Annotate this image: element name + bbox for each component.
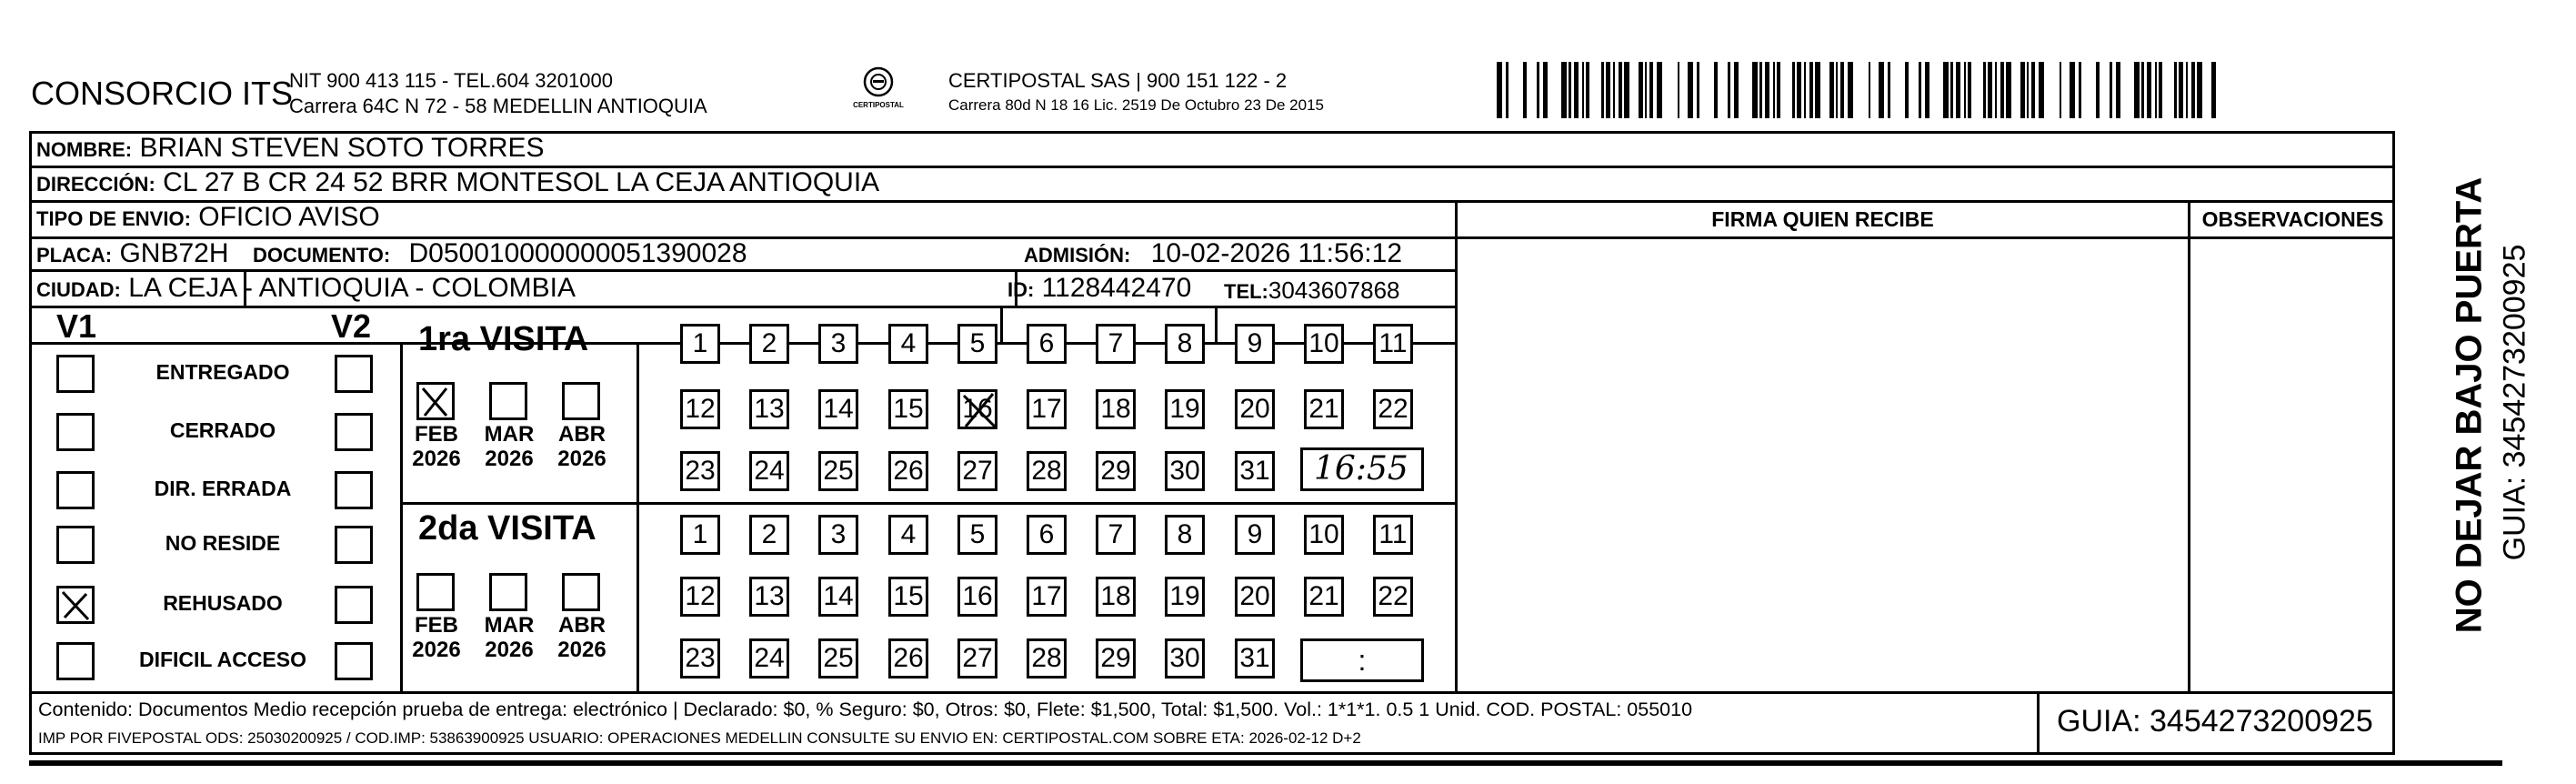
- day-box[interactable]: 26: [888, 451, 928, 491]
- side-guia: GUIA: 3454273200925: [2497, 244, 2532, 561]
- admision-value: 10-02-2026 11:56:12: [1150, 238, 1403, 268]
- status-v2-checkbox[interactable]: [335, 642, 373, 680]
- day-box[interactable]: 21: [1304, 389, 1344, 429]
- month-year: 2026: [557, 638, 606, 662]
- carrier-license: Carrera 80d N 18 16 Lic. 2519 De Octubro 23 De 2015: [948, 96, 1324, 114]
- status-v2-checkbox[interactable]: [335, 586, 373, 624]
- tel-cell: [1224, 275, 1400, 306]
- day-box[interactable]: 17: [1027, 389, 1067, 429]
- nombre-value: BRIAN STEVEN SOTO TORRES: [139, 133, 545, 163]
- month-name: FEB: [415, 422, 458, 447]
- month-label: [400, 422, 473, 471]
- divider: [1000, 306, 1003, 342]
- divider: [29, 691, 2395, 694]
- day-box[interactable]: 22: [1373, 389, 1413, 429]
- status-v2-checkbox[interactable]: [335, 526, 373, 564]
- day-box[interactable]: 18: [1096, 389, 1136, 429]
- status-v1-checkbox[interactable]: [56, 586, 95, 624]
- direccion-value: CL 27 B CR 24 52 BRR MONTESOL LA CEJA ANTIOQUIA: [163, 167, 880, 197]
- day-box[interactable]: 5: [957, 515, 997, 555]
- day-box[interactable]: 24: [749, 638, 789, 678]
- month-checkbox[interactable]: [489, 382, 527, 420]
- month-year: 2026: [485, 638, 534, 662]
- id-value: 1128442470: [1041, 273, 1192, 303]
- day-box[interactable]: 25: [818, 451, 858, 491]
- day-box[interactable]: 8: [1165, 324, 1205, 364]
- company-name: CONSORCIO ITS: [31, 75, 294, 112]
- side-text: [2410, 146, 2576, 664]
- month-year: 2026: [557, 447, 606, 471]
- imp-text: IMP POR FIVEPOSTAL ODS: 25030200925 / COD.IMP: 53863900925 USUARIO: OPERACIONES MEDELLIN CONSULTE SU ENVIO EN: CERTIPOSTAL.COM SOBRE ETA: 2026-02-12 D+2: [38, 729, 1361, 747]
- tipo-envio-label: TIPO DE ENVIO:: [36, 207, 191, 230]
- day-box[interactable]: 6: [1027, 324, 1067, 364]
- day-box[interactable]: 3: [818, 324, 858, 364]
- divider: [1215, 306, 1218, 342]
- day-box[interactable]: 23: [680, 451, 720, 491]
- day-box[interactable]: 2: [749, 324, 789, 364]
- tel-value: 3043607868: [1268, 276, 1400, 304]
- day-box[interactable]: 16: [957, 577, 997, 617]
- month-checkbox[interactable]: [562, 573, 600, 611]
- month-name: MAR: [484, 613, 535, 638]
- day-box[interactable]: 25: [818, 638, 858, 678]
- month-checkbox[interactable]: [416, 573, 455, 611]
- documento-value: D050010000000051390028: [408, 238, 747, 268]
- ciudad-value: LA CEJA - ANTIOQUIA - COLOMBIA: [128, 273, 576, 303]
- day-box[interactable]: 31: [1235, 638, 1275, 678]
- observaciones-header: OBSERVACIONES: [2201, 207, 2384, 231]
- divider: [2037, 691, 2040, 755]
- month-name: ABR: [558, 613, 606, 638]
- month-label: [546, 422, 618, 471]
- day-box[interactable]: 19: [1165, 389, 1205, 429]
- month-checkbox[interactable]: [416, 382, 455, 420]
- divider: [29, 200, 2395, 203]
- divider: [1455, 200, 1458, 691]
- month-label: [473, 613, 546, 662]
- day-box[interactable]: 15: [888, 577, 928, 617]
- month-name: ABR: [558, 422, 606, 447]
- day-box[interactable]: 15: [888, 389, 928, 429]
- day-box[interactable]: 3: [818, 515, 858, 555]
- day-box[interactable]: 18: [1096, 577, 1136, 617]
- id-cell: [1007, 273, 1191, 304]
- carrier-name: CERTIPOSTAL SAS | 900 151 122 - 2: [948, 69, 1288, 92]
- month-label: [546, 613, 618, 662]
- day-box[interactable]: 10: [1304, 324, 1344, 364]
- company-address: Carrera 64C N 72 - 58 MEDELLIN ANTIOQUIA: [289, 95, 707, 117]
- day-box[interactable]: 5: [957, 324, 997, 364]
- day-box[interactable]: 7: [1096, 515, 1136, 555]
- month-label: [400, 613, 473, 662]
- admision-cell: [1024, 238, 1402, 269]
- status-v2-checkbox[interactable]: [335, 355, 373, 393]
- day-box[interactable]: 11: [1373, 324, 1413, 364]
- placa-value: GNB72H: [119, 238, 229, 268]
- company-nit: NIT 900 413 115 - TEL.604 3201000: [289, 69, 613, 92]
- footer-guia: GUIA: 3454273200925: [2057, 704, 2373, 739]
- documento-cell: [253, 238, 747, 269]
- admision-label: ADMISIÓN:: [1024, 244, 1131, 266]
- day-box[interactable]: 13: [749, 389, 789, 429]
- tel-label: TEL:: [1224, 280, 1268, 303]
- day-box[interactable]: 28: [1027, 638, 1067, 678]
- placa-cell: [36, 238, 229, 269]
- day-box[interactable]: 9: [1235, 324, 1275, 364]
- day-box[interactable]: 12: [680, 389, 720, 429]
- divider: [29, 306, 1457, 308]
- month-name: MAR: [484, 422, 535, 447]
- id-label: ID:: [1007, 278, 1035, 301]
- nombre-row: [36, 133, 545, 164]
- day-box[interactable]: 2: [749, 515, 789, 555]
- day-box[interactable]: 28: [1027, 451, 1067, 491]
- divider: [636, 342, 639, 691]
- day-box[interactable]: 23: [680, 638, 720, 678]
- day-box[interactable]: 11: [1373, 515, 1413, 555]
- day-box[interactable]: 4: [888, 515, 928, 555]
- tipo-envio-row: [36, 202, 380, 233]
- visit1-time: 16:55: [1314, 450, 1408, 487]
- status-v1-checkbox[interactable]: [56, 526, 95, 564]
- day-box[interactable]: 27: [957, 451, 997, 491]
- status-v2-checkbox[interactable]: [335, 413, 373, 451]
- status-v2-checkbox[interactable]: [335, 471, 373, 509]
- day-box[interactable]: 26: [888, 638, 928, 678]
- certipostal-logo: [853, 64, 904, 115]
- visit1-title: 1ra VISITA: [418, 320, 589, 358]
- day-box[interactable]: 12: [680, 577, 720, 617]
- day-box[interactable]: 21: [1304, 577, 1344, 617]
- v1-header: V1: [56, 307, 97, 345]
- status-label: ENTREGADO: [155, 360, 290, 384]
- direccion-label: DIRECCIÓN:: [36, 173, 155, 196]
- day-box[interactable]: 30: [1165, 451, 1205, 491]
- day-box[interactable]: 31: [1235, 451, 1275, 491]
- status-label: NO RESIDE: [165, 531, 281, 555]
- day-box[interactable]: 4: [888, 324, 928, 364]
- svg-text:CERTIPOSTAL: CERTIPOSTAL: [853, 101, 904, 109]
- day-box[interactable]: 20: [1235, 577, 1275, 617]
- direccion-row: [36, 167, 879, 198]
- day-box[interactable]: 1: [680, 515, 720, 555]
- visit1-time-box[interactable]: [1300, 447, 1424, 491]
- day-box[interactable]: 29: [1096, 638, 1136, 678]
- visit2-title: 2da VISITA: [418, 509, 596, 548]
- status-label: DIFICIL ACCESO: [138, 648, 306, 671]
- day-box[interactable]: 7: [1096, 324, 1136, 364]
- placa-label: PLACA:: [36, 244, 113, 266]
- no-dejar-warning: NO DEJAR BAJO PUERTA: [2449, 176, 2490, 634]
- divider: [400, 502, 1457, 505]
- month-year: 2026: [412, 638, 461, 662]
- tipo-envio-value: OFICIO AVISO: [198, 202, 380, 232]
- contenido-text: Contenido: Documentos Medio recepción prueba de entrega: electrónico | Declarado: $0, % Seguro: $0, Otros: $0, Flete: $1,500, Total: $1,500. Vol.: 1*1*1. 0.5 1 Unid. COD. POSTAL: 055010: [38, 699, 1693, 720]
- month-label: [473, 422, 546, 471]
- status-v1-checkbox[interactable]: [56, 355, 95, 393]
- day-box[interactable]: 13: [749, 577, 789, 617]
- day-box[interactable]: 27: [957, 638, 997, 678]
- day-box[interactable]: 22: [1373, 577, 1413, 617]
- status-label: REHUSADO: [163, 591, 283, 615]
- barcode: [1497, 62, 2217, 118]
- day-box[interactable]: 16: [957, 389, 997, 429]
- day-box[interactable]: 24: [749, 451, 789, 491]
- documento-label: DOCUMENTO:: [253, 244, 391, 266]
- nombre-label: NOMBRE:: [36, 138, 133, 161]
- visit2-time-box[interactable]: [1300, 638, 1424, 682]
- ciudad-cell: [36, 273, 576, 304]
- day-box[interactable]: 8: [1165, 515, 1205, 555]
- status-v1-checkbox[interactable]: [56, 471, 95, 509]
- month-year: 2026: [485, 447, 534, 471]
- month-checkbox[interactable]: [489, 573, 527, 611]
- visit2-time: :: [1358, 644, 1367, 677]
- ciudad-label: CIUDAD:: [36, 278, 121, 301]
- month-year: 2026: [412, 447, 461, 471]
- day-box[interactable]: 14: [818, 389, 858, 429]
- status-label: DIR. ERRADA: [154, 477, 292, 500]
- day-box[interactable]: 17: [1027, 577, 1067, 617]
- day-box[interactable]: 29: [1096, 451, 1136, 491]
- day-box[interactable]: 10: [1304, 515, 1344, 555]
- status-v1-checkbox[interactable]: [56, 413, 95, 451]
- status-label: CERRADO: [169, 418, 276, 442]
- status-v1-checkbox[interactable]: [56, 642, 95, 680]
- day-box[interactable]: 14: [818, 577, 858, 617]
- day-box[interactable]: 20: [1235, 389, 1275, 429]
- month-name: FEB: [415, 613, 458, 638]
- divider: [2188, 200, 2190, 691]
- day-box[interactable]: 30: [1165, 638, 1205, 678]
- v2-header: V2: [331, 307, 372, 345]
- scan-edge: [29, 760, 2502, 766]
- day-box[interactable]: 1: [680, 324, 720, 364]
- day-box[interactable]: 19: [1165, 577, 1205, 617]
- day-box[interactable]: 6: [1027, 515, 1067, 555]
- month-checkbox[interactable]: [562, 382, 600, 420]
- day-box[interactable]: 9: [1235, 515, 1275, 555]
- firma-header: FIRMA QUIEN RECIBE: [1711, 207, 1934, 231]
